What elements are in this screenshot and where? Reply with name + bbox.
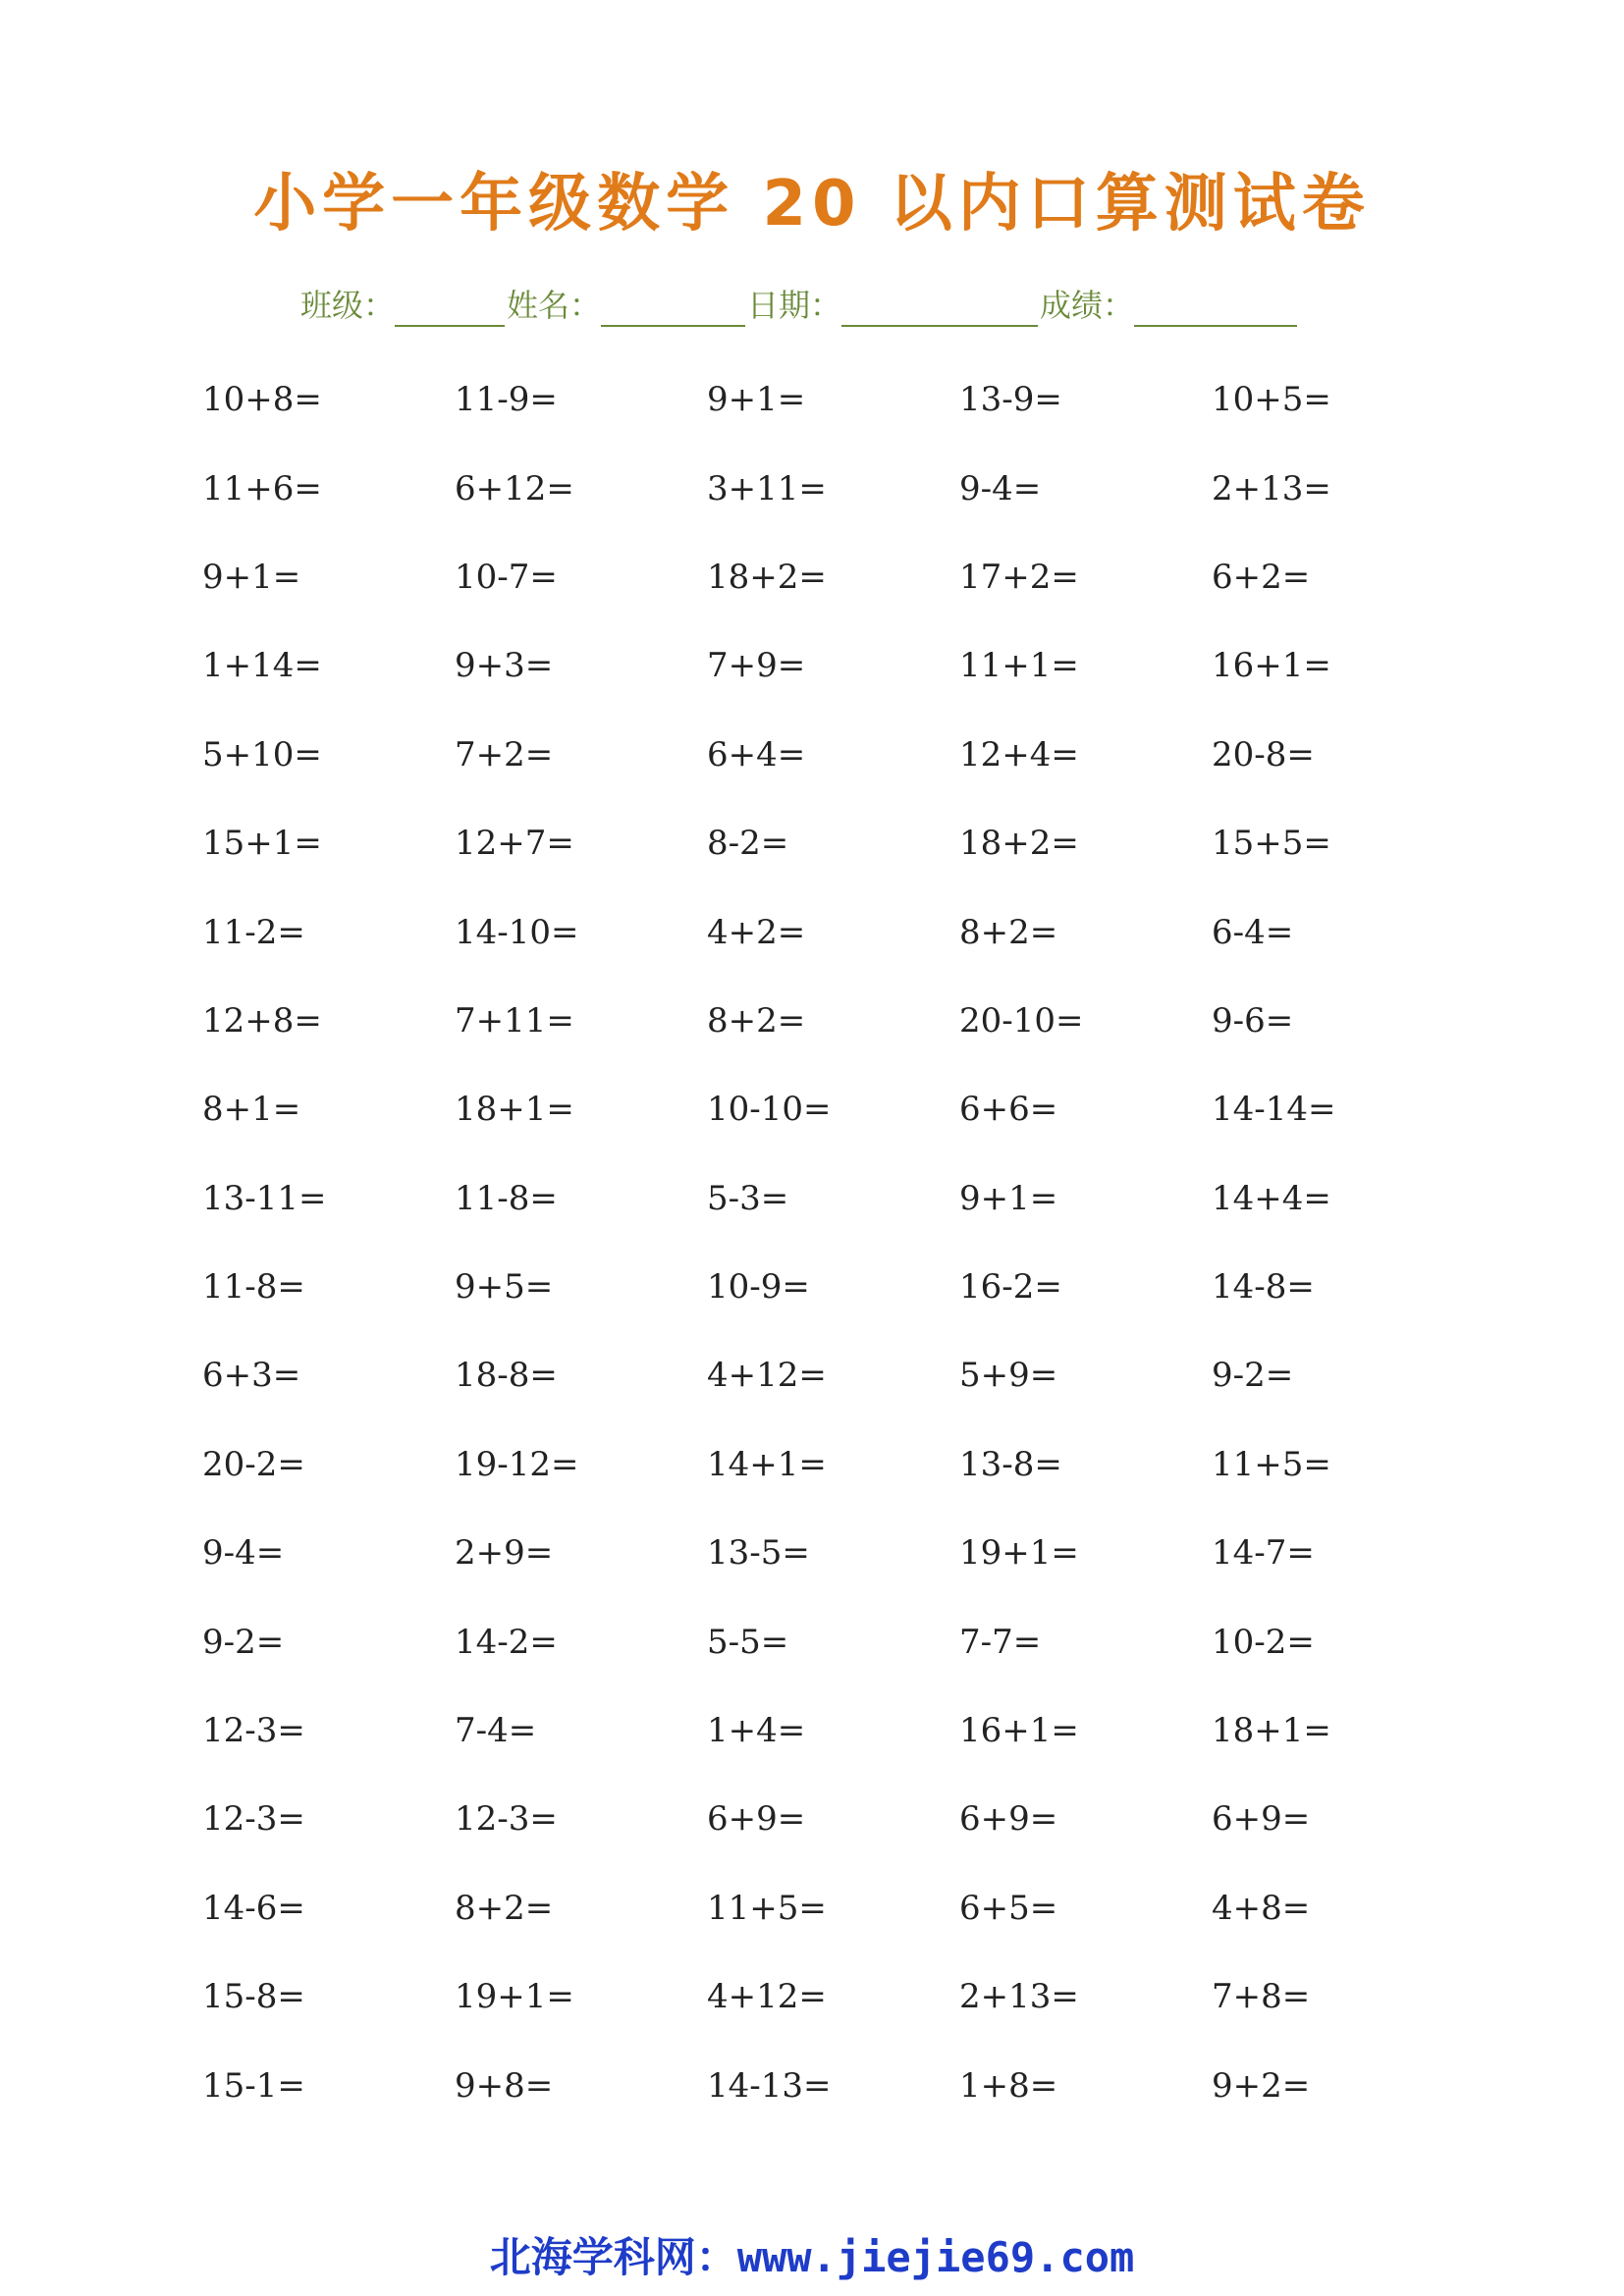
- problem-row: [202, 533, 1479, 621]
- problem-item: 12+7=: [455, 824, 574, 864]
- problem-item: 10+8=: [202, 380, 322, 420]
- problem-item: 19+1=: [455, 1977, 574, 2017]
- problem-item: 11-2=: [202, 912, 305, 952]
- problem-item: 9-6=: [1212, 1000, 1294, 1041]
- problem-row: [202, 1952, 1479, 2041]
- problem-item: 19-12=: [455, 1444, 579, 1484]
- problem-item: 10+5=: [1212, 380, 1331, 420]
- problem-item: 9+1=: [959, 1178, 1058, 1218]
- problem-item: 11+5=: [1212, 1444, 1331, 1484]
- date-blank[interactable]: [841, 290, 1038, 327]
- problem-item: 14+4=: [1212, 1178, 1331, 1218]
- problem-item: 16+1=: [959, 1711, 1079, 1751]
- problem-item: 12+4=: [959, 734, 1079, 774]
- problem-item: 15+5=: [1212, 824, 1331, 864]
- problem-item: 5+9=: [959, 1356, 1058, 1396]
- problem-item: 4+12=: [707, 1977, 827, 2017]
- problem-item: 9-2=: [1212, 1356, 1294, 1396]
- problem-item: 6+2=: [1212, 557, 1311, 597]
- problem-item: 6+12=: [455, 468, 574, 508]
- problem-row: [202, 1686, 1479, 1775]
- page-title: 小学一年级数学 20 以内口算测试卷: [253, 168, 1371, 240]
- problem-row: [202, 977, 1479, 1065]
- problem-item: 9-4=: [202, 1533, 285, 1574]
- problem-item: 16+1=: [1212, 646, 1331, 686]
- problem-item: 6+9=: [707, 1799, 806, 1840]
- problem-item: 11-8=: [202, 1267, 305, 1308]
- problem-item: 1+8=: [959, 2065, 1058, 2106]
- problem-item: 12+8=: [202, 1000, 322, 1041]
- problem-item: 7+8=: [1212, 1977, 1311, 2017]
- problem-item: 7+2=: [455, 734, 554, 774]
- problem-item: 12-3=: [455, 1799, 558, 1840]
- score-blank[interactable]: [1134, 290, 1297, 327]
- problem-item: 12-3=: [202, 1711, 305, 1751]
- problem-item: 1+14=: [202, 646, 322, 686]
- problem-item: 11+1=: [959, 646, 1079, 686]
- problem-item: 9+8=: [455, 2065, 554, 2106]
- problem-item: 11-8=: [455, 1178, 558, 1218]
- problem-item: 2+13=: [959, 1977, 1079, 2017]
- problem-row: [202, 1864, 1479, 1952]
- name-blank[interactable]: [601, 290, 745, 327]
- problem-item: 14-2=: [455, 1622, 558, 1662]
- problem-item: 16-2=: [959, 1267, 1062, 1308]
- problem-item: 18+2=: [959, 824, 1079, 864]
- problem-item: 6+5=: [959, 1888, 1058, 1928]
- problem-item: 5-3=: [707, 1178, 789, 1218]
- problem-item: 13-11=: [202, 1178, 327, 1218]
- class-label: 班级：: [300, 287, 396, 324]
- problem-item: 9+1=: [707, 380, 806, 420]
- problem-row: [202, 887, 1479, 976]
- problem-item: 14-6=: [202, 1888, 305, 1928]
- problem-item: 14-14=: [1212, 1090, 1336, 1130]
- problem-row: [202, 711, 1479, 799]
- problem-item: 4+8=: [1212, 1888, 1311, 1928]
- problem-row: [202, 1243, 1479, 1331]
- problem-item: 15-8=: [202, 1977, 305, 2017]
- problem-item: 2+9=: [455, 1533, 554, 1574]
- problem-item: 18+1=: [1212, 1711, 1331, 1751]
- problem-row: [202, 1154, 1479, 1243]
- problem-row: [202, 1420, 1479, 1509]
- problem-item: 20-10=: [959, 1000, 1084, 1041]
- name-label: 姓名：: [507, 287, 602, 324]
- class-blank[interactable]: [395, 290, 505, 327]
- problem-item: 4+12=: [707, 1356, 827, 1396]
- problem-row: [202, 2041, 1479, 2129]
- date-label: 日期：: [747, 287, 842, 324]
- problem-item: 11+5=: [707, 1888, 827, 1928]
- problem-item: 12-3=: [202, 1799, 305, 1840]
- footer: [0, 2228, 1624, 2287]
- problem-row: [202, 355, 1479, 444]
- problem-item: 9+2=: [1212, 2065, 1311, 2106]
- problem-item: 15+1=: [202, 824, 322, 864]
- problem-item: 2+13=: [1212, 468, 1331, 508]
- problem-item: 6+9=: [1212, 1799, 1311, 1840]
- problem-item: 18+1=: [455, 1090, 574, 1130]
- problem-row: [202, 1509, 1479, 1597]
- problem-item: 5+10=: [202, 734, 322, 774]
- problem-item: 8+2=: [707, 1000, 806, 1041]
- problem-item: 3+11=: [707, 468, 827, 508]
- problem-item: 7-4=: [455, 1711, 537, 1751]
- problem-item: 6+4=: [707, 734, 806, 774]
- problem-item: 9+1=: [202, 557, 301, 597]
- problem-item: 9+3=: [455, 646, 554, 686]
- problem-row: [202, 799, 1479, 887]
- problem-item: 14-8=: [1212, 1267, 1315, 1308]
- problem-item: 9-2=: [202, 1622, 285, 1662]
- problem-row: [202, 1331, 1479, 1419]
- problem-item: 14-13=: [707, 2065, 832, 2106]
- problem-item: 6+6=: [959, 1090, 1058, 1130]
- problem-item: 11+6=: [202, 468, 322, 508]
- problem-item: 8+1=: [202, 1090, 301, 1130]
- problem-row: [202, 621, 1479, 710]
- footer-site-name: 北海学科网：: [489, 2233, 737, 2281]
- problem-item: 10-7=: [455, 557, 558, 597]
- problem-item: 10-10=: [707, 1090, 832, 1130]
- problem-item: 9+5=: [455, 1267, 554, 1308]
- problem-item: 10-2=: [1212, 1622, 1315, 1662]
- problem-item: 8+2=: [455, 1888, 554, 1928]
- problem-row: [202, 444, 1479, 532]
- problem-item: 6+9=: [959, 1799, 1058, 1840]
- problem-row: [202, 1065, 1479, 1153]
- problem-item: 19+1=: [959, 1533, 1079, 1574]
- problem-item: 10-9=: [707, 1267, 810, 1308]
- problem-row: [202, 1597, 1479, 1685]
- problem-item: 14-10=: [455, 912, 579, 952]
- student-info-row: [300, 278, 1299, 327]
- problem-item: 7+9=: [707, 646, 806, 686]
- problem-item: 14+1=: [707, 1444, 827, 1484]
- footer-url[interactable]: www.jiejie69.com: [736, 2233, 1135, 2281]
- problem-item: 4+2=: [707, 912, 806, 952]
- problem-item: 7-7=: [959, 1622, 1042, 1662]
- problem-item: 7+11=: [455, 1000, 574, 1041]
- problem-item: 13-9=: [959, 380, 1062, 420]
- problem-item: 13-8=: [959, 1444, 1062, 1484]
- score-label: 成绩：: [1040, 287, 1135, 324]
- problem-item: 6-4=: [1212, 912, 1294, 952]
- problem-row: [202, 1775, 1479, 1863]
- problem-item: 11-9=: [455, 380, 558, 420]
- problem-item: 5-5=: [707, 1622, 789, 1662]
- problem-item: 20-2=: [202, 1444, 305, 1484]
- problem-item: 17+2=: [959, 557, 1079, 597]
- problem-item: 15-1=: [202, 2065, 305, 2106]
- problem-item: 18-8=: [455, 1356, 558, 1396]
- problem-grid: [202, 355, 1479, 2130]
- problem-item: 13-5=: [707, 1533, 810, 1574]
- problem-item: 8+2=: [959, 912, 1058, 952]
- problem-item: 9-4=: [959, 468, 1042, 508]
- problem-item: 8-2=: [707, 824, 789, 864]
- problem-item: 18+2=: [707, 557, 827, 597]
- problem-item: 20-8=: [1212, 734, 1315, 774]
- problem-item: 14-7=: [1212, 1533, 1315, 1574]
- problem-item: 1+4=: [707, 1711, 806, 1751]
- problem-item: 6+3=: [202, 1356, 301, 1396]
